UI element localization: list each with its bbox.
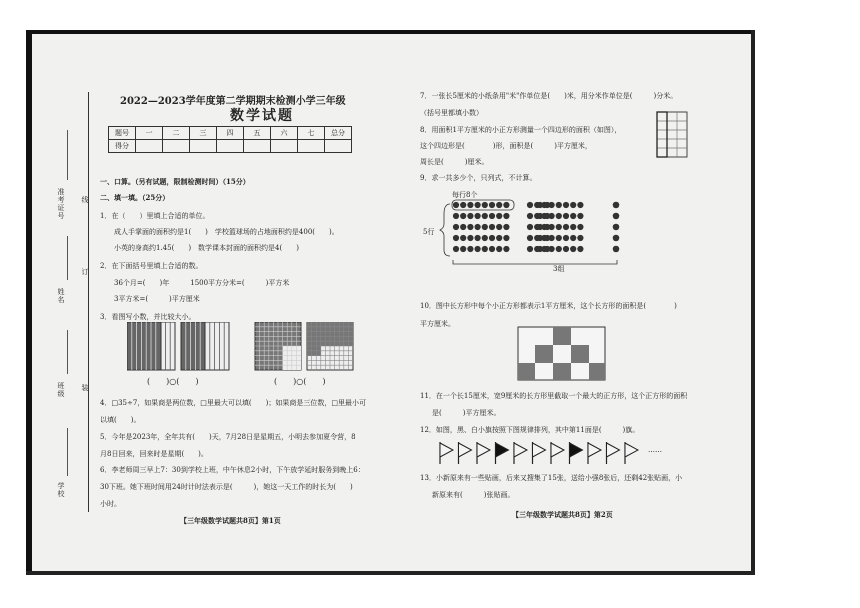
q9-dot — [570, 246, 576, 252]
grid-figure-2 — [307, 322, 353, 370]
q9-dot — [527, 235, 533, 241]
q12-white-flag — [551, 443, 564, 457]
q9-dot — [467, 246, 473, 252]
q9-bottom-label: 3组 — [553, 265, 565, 273]
q9-dot — [613, 246, 619, 252]
q9-dot — [544, 224, 550, 230]
question-6a: 6．李老师周三早上7：30到学校上班，中午休息2小时，下午放学延时服务到晚上6： — [100, 466, 365, 474]
score-blank[interactable] — [271, 140, 298, 153]
grid-figure-1 — [255, 322, 301, 370]
question-10b: 平方厘米。 — [420, 320, 455, 328]
question-7b: （括号里都填小数） — [420, 109, 483, 117]
score-blank[interactable] — [163, 140, 190, 153]
score-cell: 四 — [217, 127, 244, 140]
score-blank[interactable] — [190, 140, 217, 153]
exam-title: 2022—2023学年度第二学期期末检测小学三年级 — [120, 96, 346, 107]
q9-dot — [475, 224, 481, 230]
q9-dot — [482, 213, 488, 219]
q9-dot — [460, 202, 466, 208]
question-3: 3．看图写小数，并比较大小。 — [100, 313, 196, 321]
q9-dot — [503, 224, 509, 230]
question-8c: 周长是( )厘米。 — [420, 158, 489, 166]
q10-rect-figure — [517, 326, 607, 382]
q8-grid-figure — [656, 111, 688, 159]
q12-white-flag — [533, 443, 546, 457]
score-table-score-row — [109, 140, 352, 153]
q9-dot — [577, 224, 583, 230]
side-blank-class — [67, 330, 68, 374]
question-5b: 月8日回来，回来时是星期( )。 — [100, 450, 208, 458]
photo-edge-bottom — [26, 571, 755, 575]
side-blank-name — [67, 236, 68, 280]
q9-dot — [577, 213, 583, 219]
question-6b: 30下班。她下班时间用24时计时法表示是( )，她这一天工作的时长为( ) — [100, 483, 353, 491]
q9-dot — [453, 213, 459, 219]
score-cell: 总分 — [325, 127, 352, 140]
q9-dot — [482, 202, 488, 208]
question-13b: 新原来有( )张贴画。 — [432, 491, 515, 499]
side-blank-school — [67, 428, 68, 476]
q9-dot — [527, 213, 533, 219]
q12-white-flag — [588, 443, 601, 457]
q9-dot — [527, 224, 533, 230]
q9-dot — [489, 246, 495, 252]
q9-dot — [496, 235, 502, 241]
q9-dot — [556, 213, 562, 219]
q9-dot — [489, 202, 495, 208]
q3-compare-1[interactable]: ( )○( ) — [147, 377, 199, 386]
q9-dot — [482, 224, 488, 230]
q12-black-flag — [496, 443, 509, 457]
binding-line — [88, 92, 89, 512]
q3-figures — [127, 322, 407, 372]
q9-dot — [570, 202, 576, 208]
q9-dot — [496, 202, 502, 208]
q9-dot — [556, 202, 562, 208]
q9-dot — [563, 246, 569, 252]
q9-dot — [496, 246, 502, 252]
side-blank-id — [67, 130, 68, 180]
section-oral: 一、口算。（另有试题，限制检测时间）（15分） — [100, 177, 250, 186]
score-blank[interactable] — [217, 140, 244, 153]
score-cell: 三 — [190, 127, 217, 140]
q9-dot — [537, 246, 543, 252]
q9-dot — [577, 246, 583, 252]
side-label-line: 线 — [81, 196, 89, 204]
question-12: 12．如图，黑、白小旗按照下图规律排列，其中第11面是( )旗。 — [420, 426, 640, 434]
question-11b: 是( )平方厘米。 — [432, 409, 501, 417]
q9-dot — [453, 246, 459, 252]
q12-white-flag — [514, 443, 527, 457]
q9-dot — [503, 202, 509, 208]
photo-edge-top — [26, 30, 755, 34]
section-fill: 二、填一填。（25分） — [100, 193, 170, 202]
q9-dot — [453, 224, 459, 230]
q9-dot — [482, 246, 488, 252]
score-blank[interactable] — [325, 140, 352, 153]
q9-dot — [563, 213, 569, 219]
q9-dot — [570, 235, 576, 241]
photo-edge-left — [26, 30, 32, 575]
q9-dot — [570, 213, 576, 219]
score-blank[interactable] — [136, 140, 163, 153]
q9-dot — [577, 235, 583, 241]
q9-dot — [503, 235, 509, 241]
page1-footer: 【三年级数学试题共8页】第1页 — [180, 516, 281, 525]
q9-dot — [489, 224, 495, 230]
question-9: 9．求一共多少个，只列式，不计算。 — [420, 174, 537, 182]
q9-top-label: 每行8个 — [452, 191, 478, 199]
q9-dot — [613, 235, 619, 241]
question-4a: 4．□35÷7，如果商是两位数，□里最大可以填( )；如果商是三位数，□里最小可 — [100, 399, 366, 407]
q9-dot — [453, 235, 459, 241]
q9-dot — [467, 202, 473, 208]
q3-compare-2[interactable]: ( )○( ) — [274, 377, 326, 386]
q9-dot — [556, 246, 562, 252]
score-cell: 题号 — [109, 127, 136, 140]
question-7a: 7．一张长5厘米的小纸条用"米"作单位是( )米，用分米作单位是( )分米。 — [420, 92, 678, 100]
q9-dot — [537, 202, 543, 208]
q9-dot — [544, 213, 550, 219]
q12-ellipsis: …… — [648, 446, 662, 454]
q9-dot — [563, 224, 569, 230]
q9-dot — [537, 235, 543, 241]
question-8b: 这个四边形是( )形，面积是( )平方厘米， — [420, 142, 592, 150]
q12-white-flag — [607, 443, 620, 457]
q9-dot — [556, 224, 562, 230]
q9-dot — [475, 213, 481, 219]
score-blank[interactable] — [244, 140, 271, 153]
q12-white-flag — [440, 443, 453, 457]
q9-dot — [453, 202, 459, 208]
q9-dot — [460, 213, 466, 219]
q9-dot — [544, 235, 550, 241]
score-table — [108, 126, 352, 153]
q9-brace — [440, 204, 450, 256]
q9-dot — [613, 202, 619, 208]
q9-dot — [460, 224, 466, 230]
side-label-school: 学校 — [57, 482, 65, 498]
question-1b: 小英的身高约1.45( ) 数学课本封面的面积约是4( ) — [114, 244, 299, 252]
q9-bottom-bracket — [453, 260, 617, 264]
side-label-zhuang: 装 — [81, 384, 89, 392]
q9-dot — [556, 235, 562, 241]
q9-dot — [467, 235, 473, 241]
q9-dot — [475, 246, 481, 252]
side-label-id: 准考证号 — [57, 188, 65, 220]
q9-dot — [489, 213, 495, 219]
q9-dot — [496, 224, 502, 230]
q9-dot — [613, 213, 619, 219]
q9-dot — [460, 246, 466, 252]
score-cell: 五 — [244, 127, 271, 140]
q9-dot — [503, 246, 509, 252]
q9-dot — [570, 224, 576, 230]
page2-footer: 【三年级数学试题共8页】第2页 — [512, 510, 613, 519]
q9-dot — [613, 224, 619, 230]
bar-figure-1 — [127, 322, 175, 370]
score-cell: 六 — [271, 127, 298, 140]
question-6c: 小时。 — [100, 500, 121, 508]
exam-subtitle: 数学试题 — [230, 108, 294, 124]
bar-figure-2 — [181, 322, 229, 370]
q12-white-flag — [459, 443, 472, 457]
question-1: 1．在（ ）里填上合适的单位。 — [100, 212, 210, 220]
q12-white-flag — [477, 443, 490, 457]
q9-dot — [489, 235, 495, 241]
score-cell: 一 — [136, 127, 163, 140]
photo-edge-right — [751, 30, 755, 575]
q12-black-flag — [570, 443, 583, 457]
score-blank[interactable] — [298, 140, 325, 153]
side-label-class: 班级 — [57, 382, 65, 398]
q9-dot — [544, 202, 550, 208]
question-2b: 3平方米=( )平方厘米 — [114, 295, 200, 303]
q9-dot — [496, 213, 502, 219]
question-1a: 成人手掌面的面积约是1( ) 学校篮球场的占地面积约是400( )。 — [114, 228, 339, 236]
q9-dot — [467, 213, 473, 219]
q9-side-label: 5行 — [423, 228, 435, 236]
q9-dot — [503, 213, 509, 219]
q12-flags — [438, 440, 658, 466]
q9-dot — [475, 202, 481, 208]
q9-dot — [563, 202, 569, 208]
q9-dot — [544, 246, 550, 252]
score-table-header-row — [109, 127, 352, 140]
q9-dot — [537, 213, 543, 219]
score-cell: 得分 — [109, 140, 136, 153]
q9-dot — [475, 235, 481, 241]
question-5a: 5．今年是2023年，全年共有( )天，7月28日是星期五，小明去参加夏令营，8 — [100, 433, 356, 441]
question-8a: 8．用面积1平方厘米的小正方形测量一个四边形的面积（如图）， — [420, 126, 622, 134]
question-2a: 36个月=( )年 1500平方分米=( )平方米 — [114, 279, 290, 287]
q9-dot — [527, 202, 533, 208]
q9-dot — [563, 235, 569, 241]
q9-dot — [460, 235, 466, 241]
question-4b: 以填( )。 — [100, 416, 141, 424]
q9-dot — [577, 202, 583, 208]
question-10a: 10．图中长方形中每个小正方形都表示1平方厘米，这个长方形的面积是( ) — [420, 302, 677, 310]
q9-dot — [537, 224, 543, 230]
question-11a: 11．在一个长15厘米，宽9厘米的长方形里截取一个最大的正方形，这个正方形的面积 — [420, 392, 688, 400]
q9-dot — [527, 246, 533, 252]
q12-white-flag — [625, 443, 638, 457]
side-label-ding: 订 — [81, 268, 89, 276]
question-2: 2．在下面括号里填上合适的数。 — [100, 262, 203, 270]
question-13a: 13．小新原来有一些贴画，后来又搜集了15张，送给小强8张后，还剩42张贴画，小 — [420, 474, 683, 482]
q9-dot-figure — [420, 190, 620, 280]
score-cell: 七 — [298, 127, 325, 140]
side-label-name: 姓名 — [57, 288, 65, 304]
q9-dot — [482, 235, 488, 241]
q9-dot — [467, 224, 473, 230]
score-cell: 二 — [163, 127, 190, 140]
